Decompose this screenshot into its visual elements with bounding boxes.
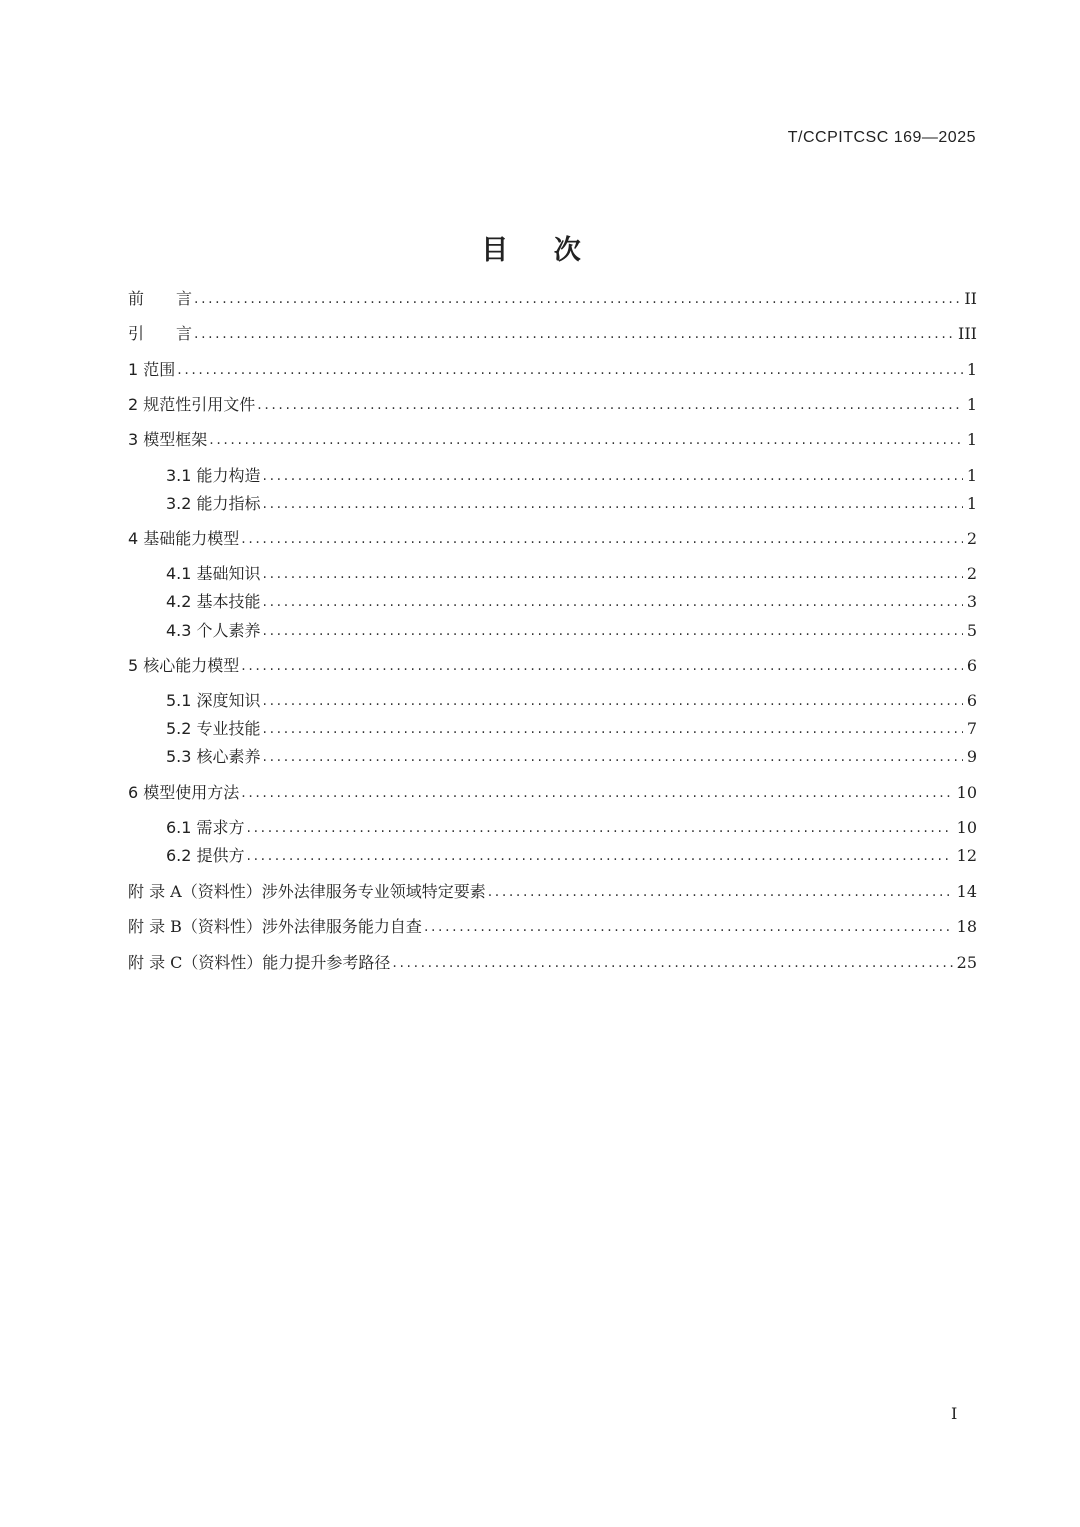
toc-label: 2 规范性引用文件 — [128, 395, 256, 414]
dot-leader — [263, 591, 963, 613]
toc-entry-appendix-a[interactable] — [128, 875, 977, 903]
toc-page: 9 — [966, 747, 977, 766]
toc-label: 附 录 B（资料性）涉外法律服务能力自查 — [128, 917, 422, 936]
toc-entry-6[interactable] — [128, 776, 977, 804]
toc-entry-appendix-b[interactable] — [128, 910, 977, 938]
toc-label: 3 模型框架 — [128, 430, 208, 449]
toc-entry-4[interactable] — [128, 522, 977, 550]
toc-label: 5.2 专业技能 — [166, 719, 261, 738]
toc-label: 5.1 深度知识 — [166, 691, 261, 710]
toc-label: 6.2 提供方 — [166, 846, 245, 865]
toc-label: 4 基础能力模型 — [128, 529, 240, 548]
toc-label: 5 核心能力模型 — [128, 656, 240, 675]
toc-entry-3-1[interactable] — [166, 459, 977, 487]
toc-page: 6 — [966, 691, 977, 710]
toc-page: 1 — [966, 466, 977, 485]
toc-page: III — [958, 324, 977, 343]
toc-label: 附 录 C（资料性）能力提升参考路径 — [128, 953, 391, 972]
toc-page: 2 — [966, 564, 977, 583]
toc-page: 6 — [966, 656, 977, 675]
dot-leader — [194, 323, 954, 345]
toc-page: 10 — [956, 783, 977, 802]
toc-label: 6 模型使用方法 — [128, 783, 240, 802]
toc-entry-4-3[interactable] — [166, 614, 977, 642]
toc-page: 5 — [966, 621, 977, 640]
toc-label: 1 范围 — [128, 360, 176, 379]
toc-page: 1 — [966, 360, 977, 379]
toc-entry-1[interactable] — [128, 353, 977, 381]
page-number: I — [951, 1404, 958, 1423]
dot-leader — [263, 746, 963, 768]
toc-entry-5-1[interactable] — [166, 684, 977, 712]
toc-label: 6.1 需求方 — [166, 818, 245, 837]
dot-leader — [488, 881, 953, 903]
toc-page: 14 — [956, 882, 977, 901]
toc-entry-2[interactable] — [128, 388, 977, 416]
toc-page: 7 — [966, 719, 977, 738]
toc-entry-4-2[interactable] — [166, 585, 977, 613]
toc-label: 4.1 基础知识 — [166, 564, 261, 583]
toc-page: 18 — [956, 917, 977, 936]
toc-entry-4-1[interactable] — [166, 557, 977, 585]
standard-code: T/CCPITCSC 169—2025 — [787, 129, 976, 146]
toc-entry-introduction[interactable] — [128, 317, 977, 345]
toc-entry-appendix-c[interactable] — [128, 946, 977, 974]
toc-entry-5[interactable] — [128, 649, 977, 677]
dot-leader — [241, 528, 963, 550]
toc-page: 2 — [966, 529, 977, 548]
dot-leader — [257, 394, 963, 416]
dot-leader — [241, 782, 952, 804]
dot-leader — [424, 916, 953, 938]
dot-leader — [194, 288, 960, 310]
dot-leader — [392, 952, 952, 974]
dot-leader — [263, 620, 963, 642]
toc-entry-5-3[interactable] — [166, 740, 977, 768]
page-title: 目 次 — [481, 235, 599, 266]
toc-entry-6-1[interactable] — [166, 811, 977, 839]
dot-leader — [247, 817, 953, 839]
toc-page: 3 — [966, 592, 977, 611]
dot-leader — [263, 563, 963, 585]
toc-entry-3[interactable] — [128, 423, 977, 451]
toc-entry-foreword[interactable] — [128, 282, 977, 310]
toc-label: 4.3 个人素养 — [166, 621, 261, 640]
toc-page: II — [964, 289, 977, 308]
dot-leader — [263, 493, 963, 515]
dot-leader — [247, 845, 953, 867]
dot-leader — [177, 359, 963, 381]
toc-page: 1 — [966, 430, 977, 449]
dot-leader — [241, 655, 963, 677]
toc-page: 1 — [966, 395, 977, 414]
toc-label: 引 言 — [128, 324, 193, 343]
dot-leader — [263, 718, 963, 740]
toc-label: 3.1 能力构造 — [166, 466, 261, 485]
toc-label: 前 言 — [128, 289, 193, 308]
toc-label: 5.3 核心素养 — [166, 747, 261, 766]
toc-label: 3.2 能力指标 — [166, 494, 261, 513]
dot-leader — [209, 429, 963, 451]
toc-entry-3-2[interactable] — [166, 487, 977, 515]
toc-page: 10 — [956, 818, 977, 837]
toc-page: 25 — [956, 953, 977, 972]
toc-label: 附 录 A（资料性）涉外法律服务专业领域特定要素 — [128, 882, 486, 901]
dot-leader — [263, 465, 963, 487]
toc-page: 1 — [966, 494, 977, 513]
dot-leader — [263, 690, 963, 712]
toc-entry-5-2[interactable] — [166, 712, 977, 740]
toc-entry-6-2[interactable] — [166, 839, 977, 867]
toc-page: 12 — [956, 846, 977, 865]
toc-label: 4.2 基本技能 — [166, 592, 261, 611]
